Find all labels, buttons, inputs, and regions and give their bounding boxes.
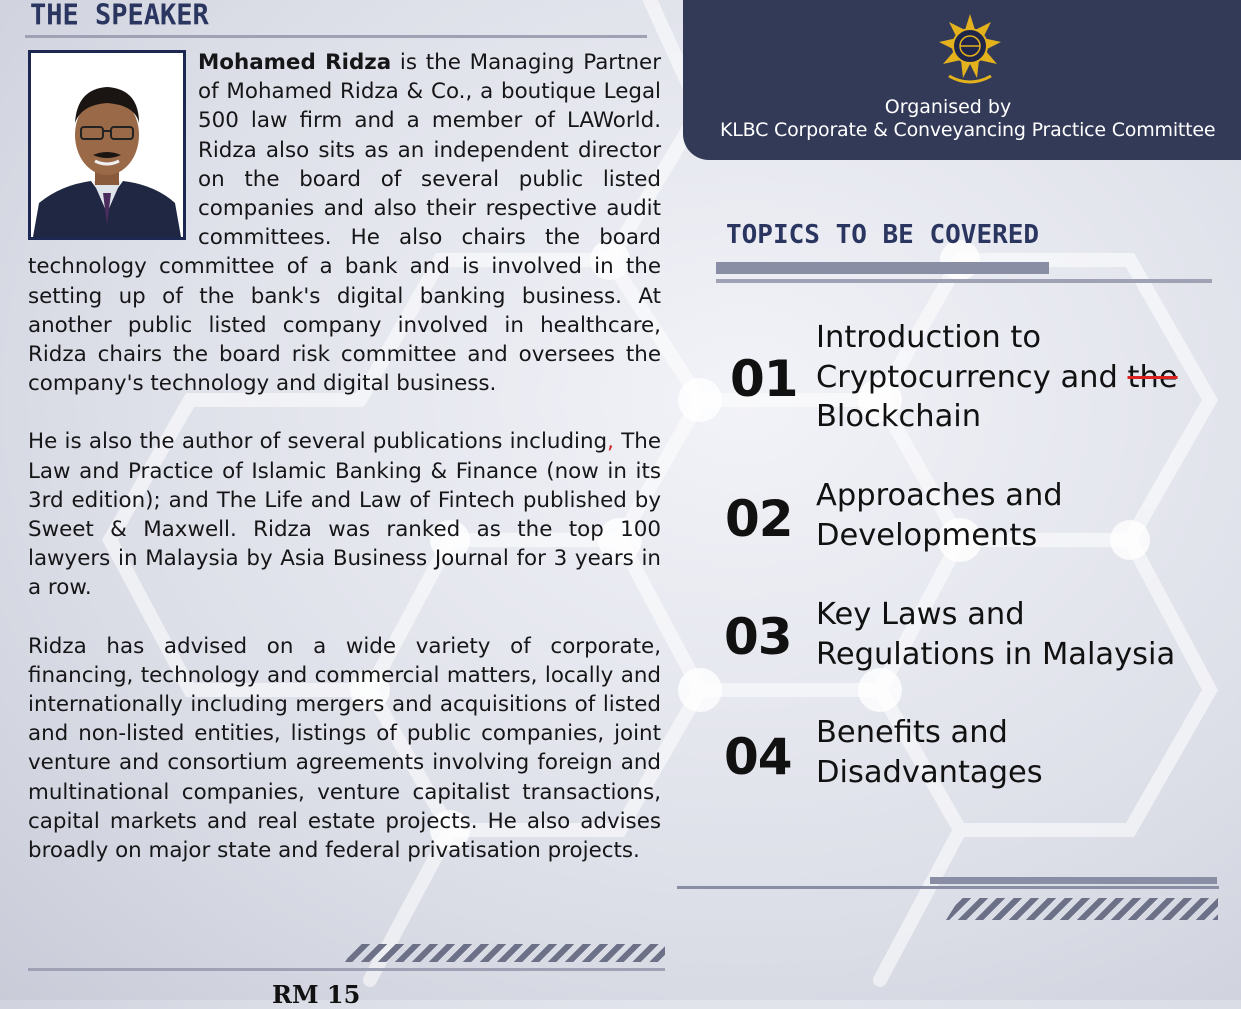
topics-heading-bar — [716, 262, 1049, 274]
organiser-name: KLBC Corporate & Conveyancing Practice Committee — [720, 119, 1216, 141]
red-comma: , — [607, 429, 614, 455]
topics-bottom-bar — [930, 877, 1217, 884]
topic-title-4 — [816, 713, 1043, 792]
organised-by-label: Organised by — [884, 96, 1012, 118]
topics-bottom-divider — [677, 886, 1219, 889]
topic-number-3: 03 — [724, 608, 792, 666]
topic-1-line-1: Introduction to — [816, 320, 1042, 355]
topics-stripe-decoration — [946, 898, 1218, 920]
topic-2-line-2: Developments — [816, 517, 1038, 553]
organiser-panel — [683, 0, 1241, 160]
speaker-heading-divider — [25, 35, 647, 38]
topic-1-line-3: Blockchain — [816, 399, 982, 434]
speaker-portrait-image — [31, 53, 183, 237]
speaker-heading: THE SPEAKER — [30, 0, 209, 32]
topic-1-struck-word: the — [1127, 359, 1178, 395]
topic-3-line-1: Key Laws and — [816, 597, 1025, 632]
topics-heading: TOPICS TO BE COVERED — [726, 220, 1040, 250]
topic-title-2 — [816, 476, 1063, 555]
topic-3-line-2: Regulations in Malaysia — [816, 636, 1176, 672]
bio-paragraph-1-text: is the Managing Partner of Mohamed Ridza & Co., a boutique Legal 500 law firm and a member of LAWorld. Ridza also sits as an independent director on the board of several public listed companies and also their respective audit committees. He also chairs the board technology committee of a bank and is involved in the setting up of the bank's digital banking business. At another public listed company involved in healthcare, Ridza chairs the board risk committee and oversees the company's technology and digital business. — [28, 50, 661, 397]
topic-number-2: 02 — [725, 490, 793, 548]
topic-4-line-2: Disadvantages — [816, 754, 1043, 790]
speaker-photo — [28, 50, 186, 240]
topic-title-3 — [816, 595, 1175, 674]
bio-paragraph-2-text-b: The Law and Practice of Islamic Banking & Finance (now in its 3rd edition); and The Life and Law of Fintech published by Sweet & Maxwell. Ridza was ranked as the top 100 lawyers in Malaysia by Asia Business Journal for 3 years in a row. — [28, 429, 661, 601]
topic-1-line-2 — [816, 358, 1178, 398]
topic-title-1 — [816, 318, 1178, 437]
bio-paragraph-3: Ridza has advised on a wide variety of corporate, financing, technology and commercial matters, locally and internationally including mergers and acquisitions of listed and non-listed entities, listings of public companies, joint venture and consortium agreements involving foreign and multinational companies, venture capitalist transactions, capital markets and real estate projects. He also advises broadly on major state and federal privatisation projects. — [28, 633, 661, 864]
bio-paragraph-2 — [28, 427, 661, 602]
speaker-bio — [28, 48, 661, 865]
topic-number-4: 04 — [724, 728, 792, 786]
topics-heading-divider — [716, 279, 1212, 283]
topic-number-1: 01 — [730, 350, 798, 408]
bio-paragraph-2-text-a: He is also the author of several publications including — [28, 429, 608, 455]
topic-4-line-1: Benefits and — [816, 715, 1008, 750]
klbc-logo-icon — [935, 10, 1005, 88]
bio-bottom-divider — [28, 968, 665, 971]
speaker-name: Mohamed Ridza — [198, 50, 392, 75]
price-label: RM 15 — [272, 980, 361, 1009]
topic-1-line-2-text: Cryptocurrency and — [816, 359, 1128, 395]
bio-stripe-decoration — [345, 944, 665, 962]
topic-2-line-1: Approaches and — [816, 478, 1063, 513]
bio-paragraph-1 — [28, 48, 661, 398]
